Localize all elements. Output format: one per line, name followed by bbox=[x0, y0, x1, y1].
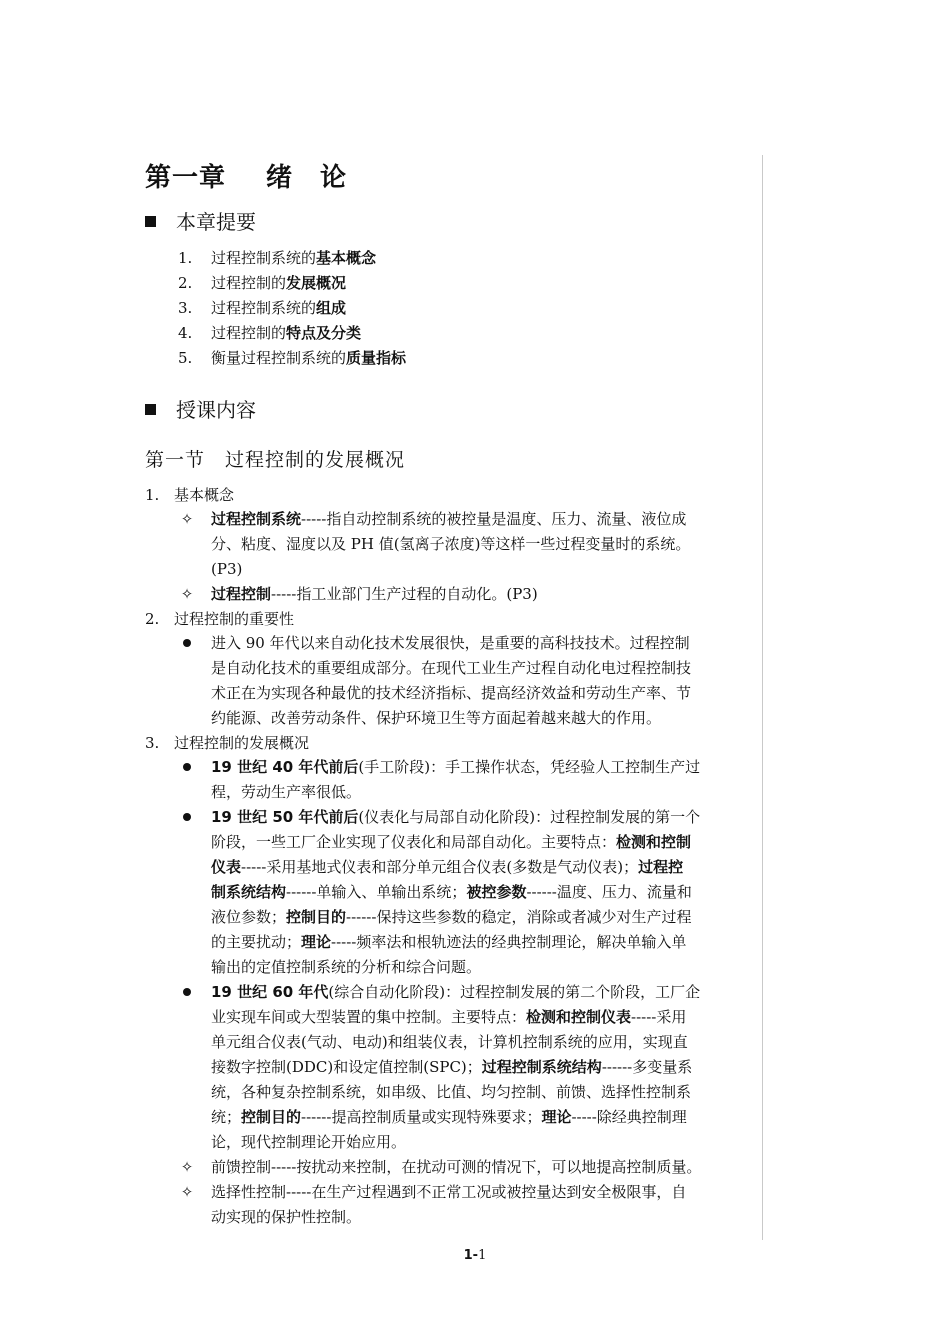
text-line: 19 世纪 50 年代前后(仪表化与局部自动化阶段)：过程控制发展的第一个 bbox=[211, 808, 701, 826]
body-content bbox=[145, 483, 755, 1230]
text-line: 的主要扰动；理论-----频率法和根轨迹法的经典控制理论，解决单输入单 bbox=[211, 933, 687, 951]
star-bullet-icon: ✧ bbox=[180, 585, 194, 603]
square-bullet-icon bbox=[145, 404, 156, 415]
numbered-heading: 3. 过程控制的发展概况 bbox=[145, 734, 310, 752]
bullet-item bbox=[145, 1155, 755, 1180]
text-line: 19 世纪 40 年代前后(手工阶段)：手工操作状态，凭经验人工控制生产过 bbox=[211, 758, 701, 776]
summary-heading bbox=[145, 206, 256, 235]
text-line: 过程控制系统-----指自动控制系统的被控量是温度、压力、流量、液位成 bbox=[211, 510, 687, 528]
bullet-item bbox=[145, 631, 755, 731]
text-line: 19 世纪 60 年代(综合自动化阶段)：过程控制发展的第二个阶段，工厂企 bbox=[211, 983, 701, 1001]
bullet-item bbox=[145, 507, 755, 582]
summary-list bbox=[178, 246, 406, 371]
filled-dot-bullet-icon bbox=[177, 755, 197, 780]
text-line: 统；控制目的------提高控制质量或实现特殊要求；理论-----除经典控制理 bbox=[211, 1108, 687, 1126]
chapter-label: 第一章 bbox=[145, 163, 227, 193]
text-line: 接数字控制(DDC)和设定值控制(SPC)；过程控制系统结构------多变量系 bbox=[211, 1058, 693, 1076]
chapter-title bbox=[145, 157, 347, 194]
text-line: 选择性控制-----在生产过程遇到不正常工况或被控量达到安全极限事，自 bbox=[211, 1183, 687, 1201]
filled-dot-bullet-icon bbox=[177, 631, 197, 656]
text-line: 约能源、改善劳动条件、保护环境卫生等方面起着越来越大的作用。 bbox=[211, 709, 662, 727]
text-line: 进入 90 年代以来自动化技术发展很快，是重要的高科技技术。过程控制 bbox=[211, 634, 690, 652]
summary-heading-text: 本章提要 bbox=[176, 210, 256, 234]
bullet-item bbox=[145, 805, 755, 980]
text-line: 动实现的保护性控制。 bbox=[211, 1208, 362, 1226]
list-item: 2. 过程控制的发展概况 bbox=[178, 274, 347, 292]
filled-dot-bullet-icon bbox=[177, 980, 197, 1005]
filled-dot-bullet-icon bbox=[177, 805, 197, 830]
section-title: 第一节 过程控制的发展概况 bbox=[145, 449, 406, 471]
bullet-item bbox=[145, 582, 755, 607]
list-item: 1. 过程控制系统的基本概念 bbox=[178, 249, 377, 267]
text-line: 输出的定值控制系统的分析和综合问题。 bbox=[211, 958, 482, 976]
star-bullet-icon: ✧ bbox=[180, 510, 194, 528]
square-bullet-icon bbox=[145, 216, 156, 227]
teaching-heading-text: 授课内容 bbox=[176, 398, 256, 422]
text-line: 术正在为实现各种最优的技术经济指标、提高经济效益和劳动生产率、节 bbox=[211, 684, 692, 702]
list-item: 4. 过程控制的特点及分类 bbox=[178, 324, 362, 342]
page-number: 1-1 bbox=[463, 1248, 487, 1263]
text-line: 过程控制-----指工业部门生产过程的自动化。(P3) bbox=[211, 585, 538, 603]
text-line: 分、粘度、湿度以及 PH 值(氢离子浓度)等这样一些过程变量时的系统。 bbox=[211, 535, 691, 553]
text-line: 制系统结构------单输入、单输出系统；被控参数------温度、压力、流量和 bbox=[211, 883, 692, 901]
text-line: 单元组合仪表(气动、电动)和组装仪表，计算机控制系统的应用，实现直 bbox=[211, 1033, 688, 1051]
text-line: 统，各种复杂控制系统，如串级、比值、均匀控制、前馈、选择性控制系 bbox=[211, 1083, 692, 1101]
text-line: 阶段，一些工厂企业实现了仪表化和局部自动化。主要特点：检测和控制 bbox=[211, 833, 692, 851]
numbered-heading: 2. 过程控制的重要性 bbox=[145, 610, 295, 628]
star-bullet-icon: ✧ bbox=[180, 1183, 194, 1201]
text-line: 是自动化技术的重要组成部分。在现代工业生产过程自动化电过程控制技 bbox=[211, 659, 692, 677]
text-line: 液位参数；控制目的------保持这些参数的稳定，消除或者减少对生产过程 bbox=[211, 908, 692, 926]
teaching-heading bbox=[145, 394, 256, 423]
text-line: (P3) bbox=[211, 560, 243, 578]
list-item: 3. 过程控制系统的组成 bbox=[178, 299, 347, 317]
bullet-item bbox=[145, 1180, 755, 1230]
text-line: 论，现代控制理论开始应用。 bbox=[211, 1133, 407, 1151]
chapter-name: 绪 论 bbox=[266, 163, 348, 193]
text-line: 程，劳动生产率很低。 bbox=[211, 783, 362, 801]
numbered-heading: 1. 基本概念 bbox=[145, 486, 235, 504]
star-bullet-icon: ✧ bbox=[180, 1158, 194, 1176]
text-line: 仪表-----采用基地式仪表和部分单元组合仪表(多数是气动仪表)；过程控 bbox=[211, 858, 684, 876]
text-line: 前馈控制-----按扰动来控制，在扰动可测的情况下，可以地提高控制质量。 bbox=[211, 1158, 702, 1176]
text-line: 业实现车间或大型装置的集中控制。主要特点：检测和控制仪表-----采用 bbox=[211, 1008, 687, 1026]
right-margin-rule bbox=[762, 155, 763, 1240]
list-item: 5. 衡量过程控制系统的质量指标 bbox=[178, 349, 407, 367]
bullet-item bbox=[145, 980, 755, 1155]
bullet-item bbox=[145, 755, 755, 805]
